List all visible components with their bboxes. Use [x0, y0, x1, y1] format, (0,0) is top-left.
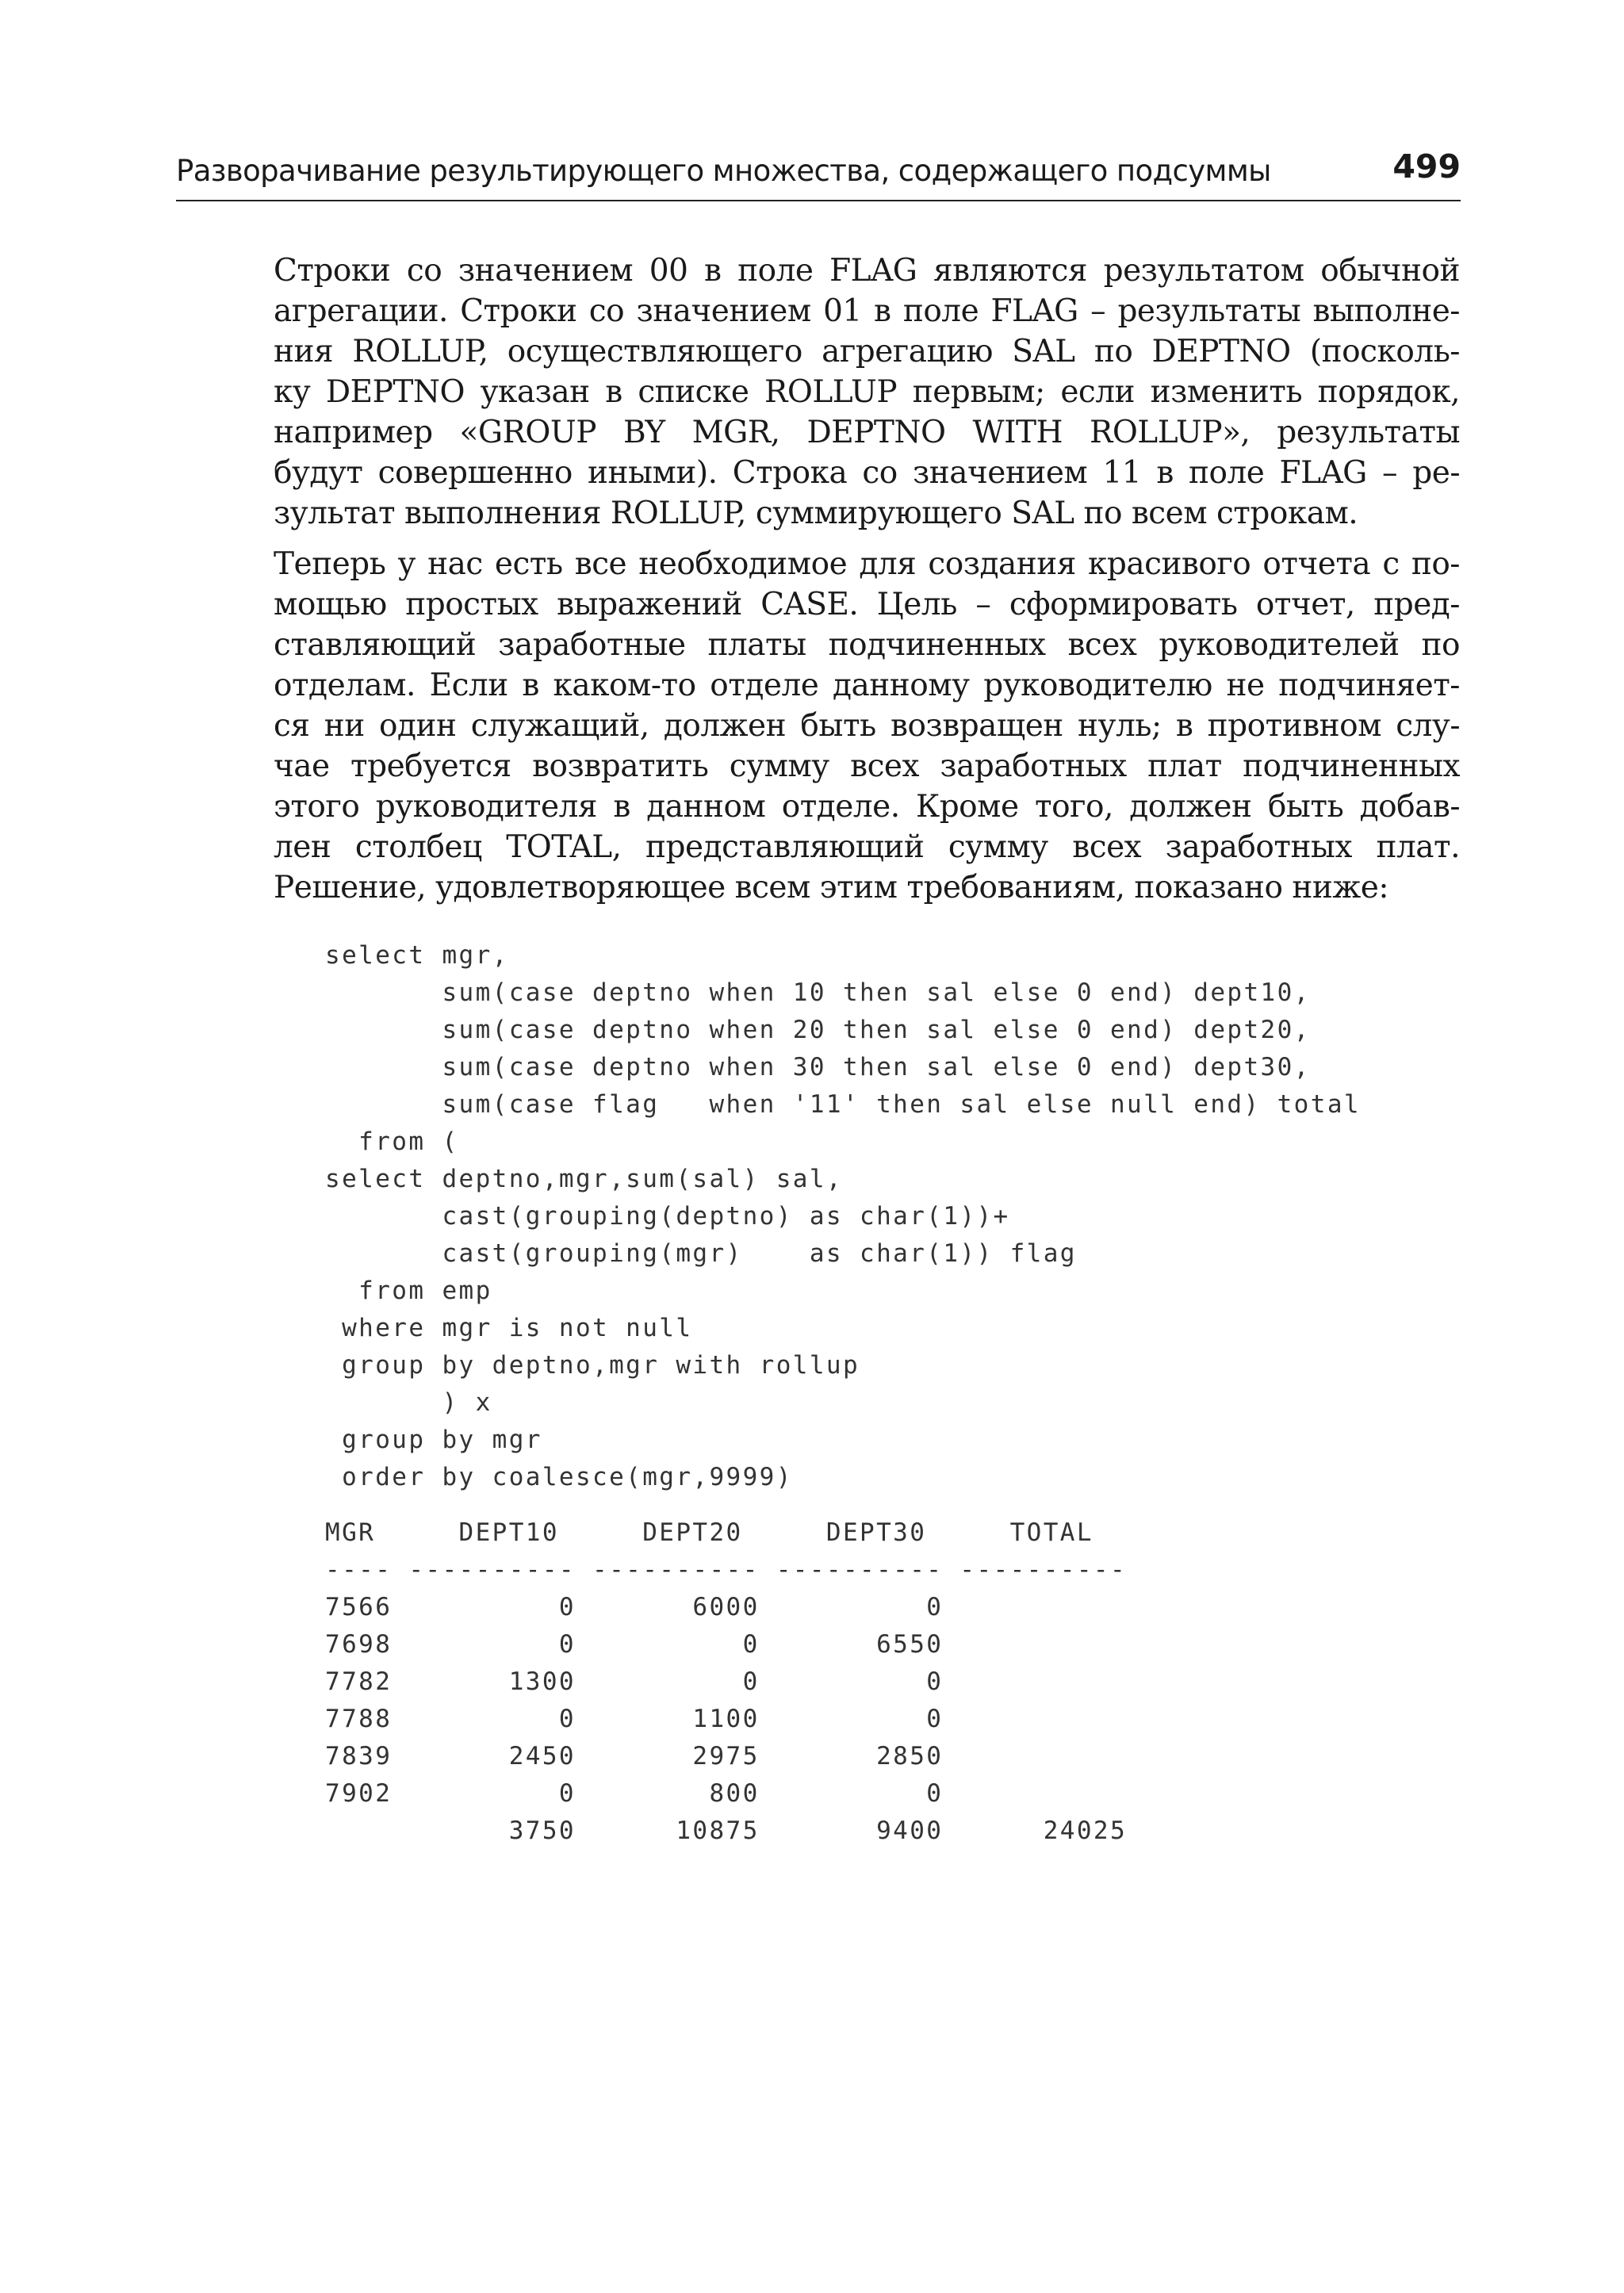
code-line: where mgr is not null — [325, 1314, 693, 1342]
paragraph — [274, 251, 1460, 534]
paragraph — [274, 544, 1460, 908]
result-row: 7902 0 800 0 — [325, 1779, 944, 1808]
result-row: 7566 0 6000 0 — [325, 1593, 944, 1621]
text-line: будут совершенно иными). Строка со значением 11 в поле FLAG – ре- — [274, 455, 1460, 491]
code-line: from emp — [325, 1277, 492, 1305]
result-header-row: MGR DEPT10 DEPT20 DEPT30 TOTAL — [325, 1518, 1094, 1547]
running-title: Разворачивание результирующего множества, содержащего подсуммы — [176, 154, 1271, 188]
result-separator-row: ---- ---------- ---------- ---------- ---------- — [325, 1556, 1128, 1584]
code-line: cast(grouping(mgr) as char(1)) flag — [325, 1239, 1077, 1268]
text-line: мощью простых выражений CASE. Цель – сформировать отчет, пред- — [274, 587, 1460, 622]
text-line: чае требуется возвратить сумму всех заработных плат подчиненных — [274, 748, 1460, 784]
text-line: отделам. Если в каком-то отделе данному руководителю не подчиняет- — [274, 668, 1460, 703]
text-line: ставляющий заработные платы подчиненных всех руководителей по — [274, 627, 1460, 663]
text-line: ку DEPTNO указан в списке ROLLUP первым; если изменить порядок, — [274, 374, 1460, 410]
code-line: group by deptno,mgr with rollup — [325, 1351, 860, 1380]
code-line: sum(case flag when '11' then sal else null end) total — [325, 1090, 1361, 1119]
code-line: sum(case deptno when 10 then sal else 0 end) dept10, — [325, 978, 1311, 1007]
code-line: cast(grouping(deptno) as char(1))+ — [325, 1202, 1010, 1231]
code-line: select mgr, — [325, 941, 509, 970]
code-line: sum(case deptno when 20 then sal else 0 end) dept20, — [325, 1016, 1311, 1044]
result-row: 3750 10875 9400 24025 — [325, 1816, 1128, 1845]
result-row: 7698 0 0 6550 — [325, 1630, 944, 1659]
body-text — [274, 251, 1460, 908]
result-row: 7782 1300 0 0 — [325, 1667, 944, 1696]
text-line: Теперь у нас есть все необходимое для создания красивого отчета с по- — [274, 546, 1460, 582]
text-line: например «GROUP BY MGR, DEPTNO WITH ROLLUP», результаты — [274, 415, 1460, 450]
sql-code-listing — [325, 937, 1361, 1496]
code-line: from ( — [325, 1127, 459, 1156]
result-row: 7839 2450 2975 2850 — [325, 1742, 944, 1770]
text-line: ния ROLLUP, осуществляющего агрегацию SAL по DEPTNO (посколь- — [274, 334, 1460, 369]
text-line: лен столбец TOTAL, представляющий сумму всех заработных плат. — [274, 829, 1460, 865]
code-line: group by mgr — [325, 1426, 542, 1454]
code-line: select deptno,mgr,sum(sal) sal, — [325, 1165, 843, 1193]
page-number: 499 — [1392, 147, 1461, 186]
text-line: Строки со значением 00 в поле FLAG являются результатом обычной — [274, 253, 1460, 289]
text-line: этого руководителя в данном отделе. Кроме того, должен быть добав- — [274, 789, 1460, 825]
code-line: order by coalesce(mgr,9999) — [325, 1463, 793, 1491]
running-header — [176, 147, 1461, 201]
code-line: sum(case deptno when 30 then sal else 0 end) dept30, — [325, 1053, 1311, 1081]
text-line: агрегации. Строки со значением 01 в поле FLAG – результаты выполне- — [274, 293, 1460, 329]
code-line: ) x — [325, 1388, 492, 1417]
query-result-table — [325, 1514, 1127, 1850]
text-line: зультат выполнения ROLLUP, суммирующего SAL по всем строкам. — [274, 496, 1358, 531]
result-row: 7788 0 1100 0 — [325, 1705, 944, 1733]
text-line: Решение, удовлетворяющее всем этим требованиям, показано ниже: — [274, 870, 1388, 905]
text-line: ся ни один служащий, должен быть возвращен нуль; в противном слу- — [274, 708, 1460, 744]
